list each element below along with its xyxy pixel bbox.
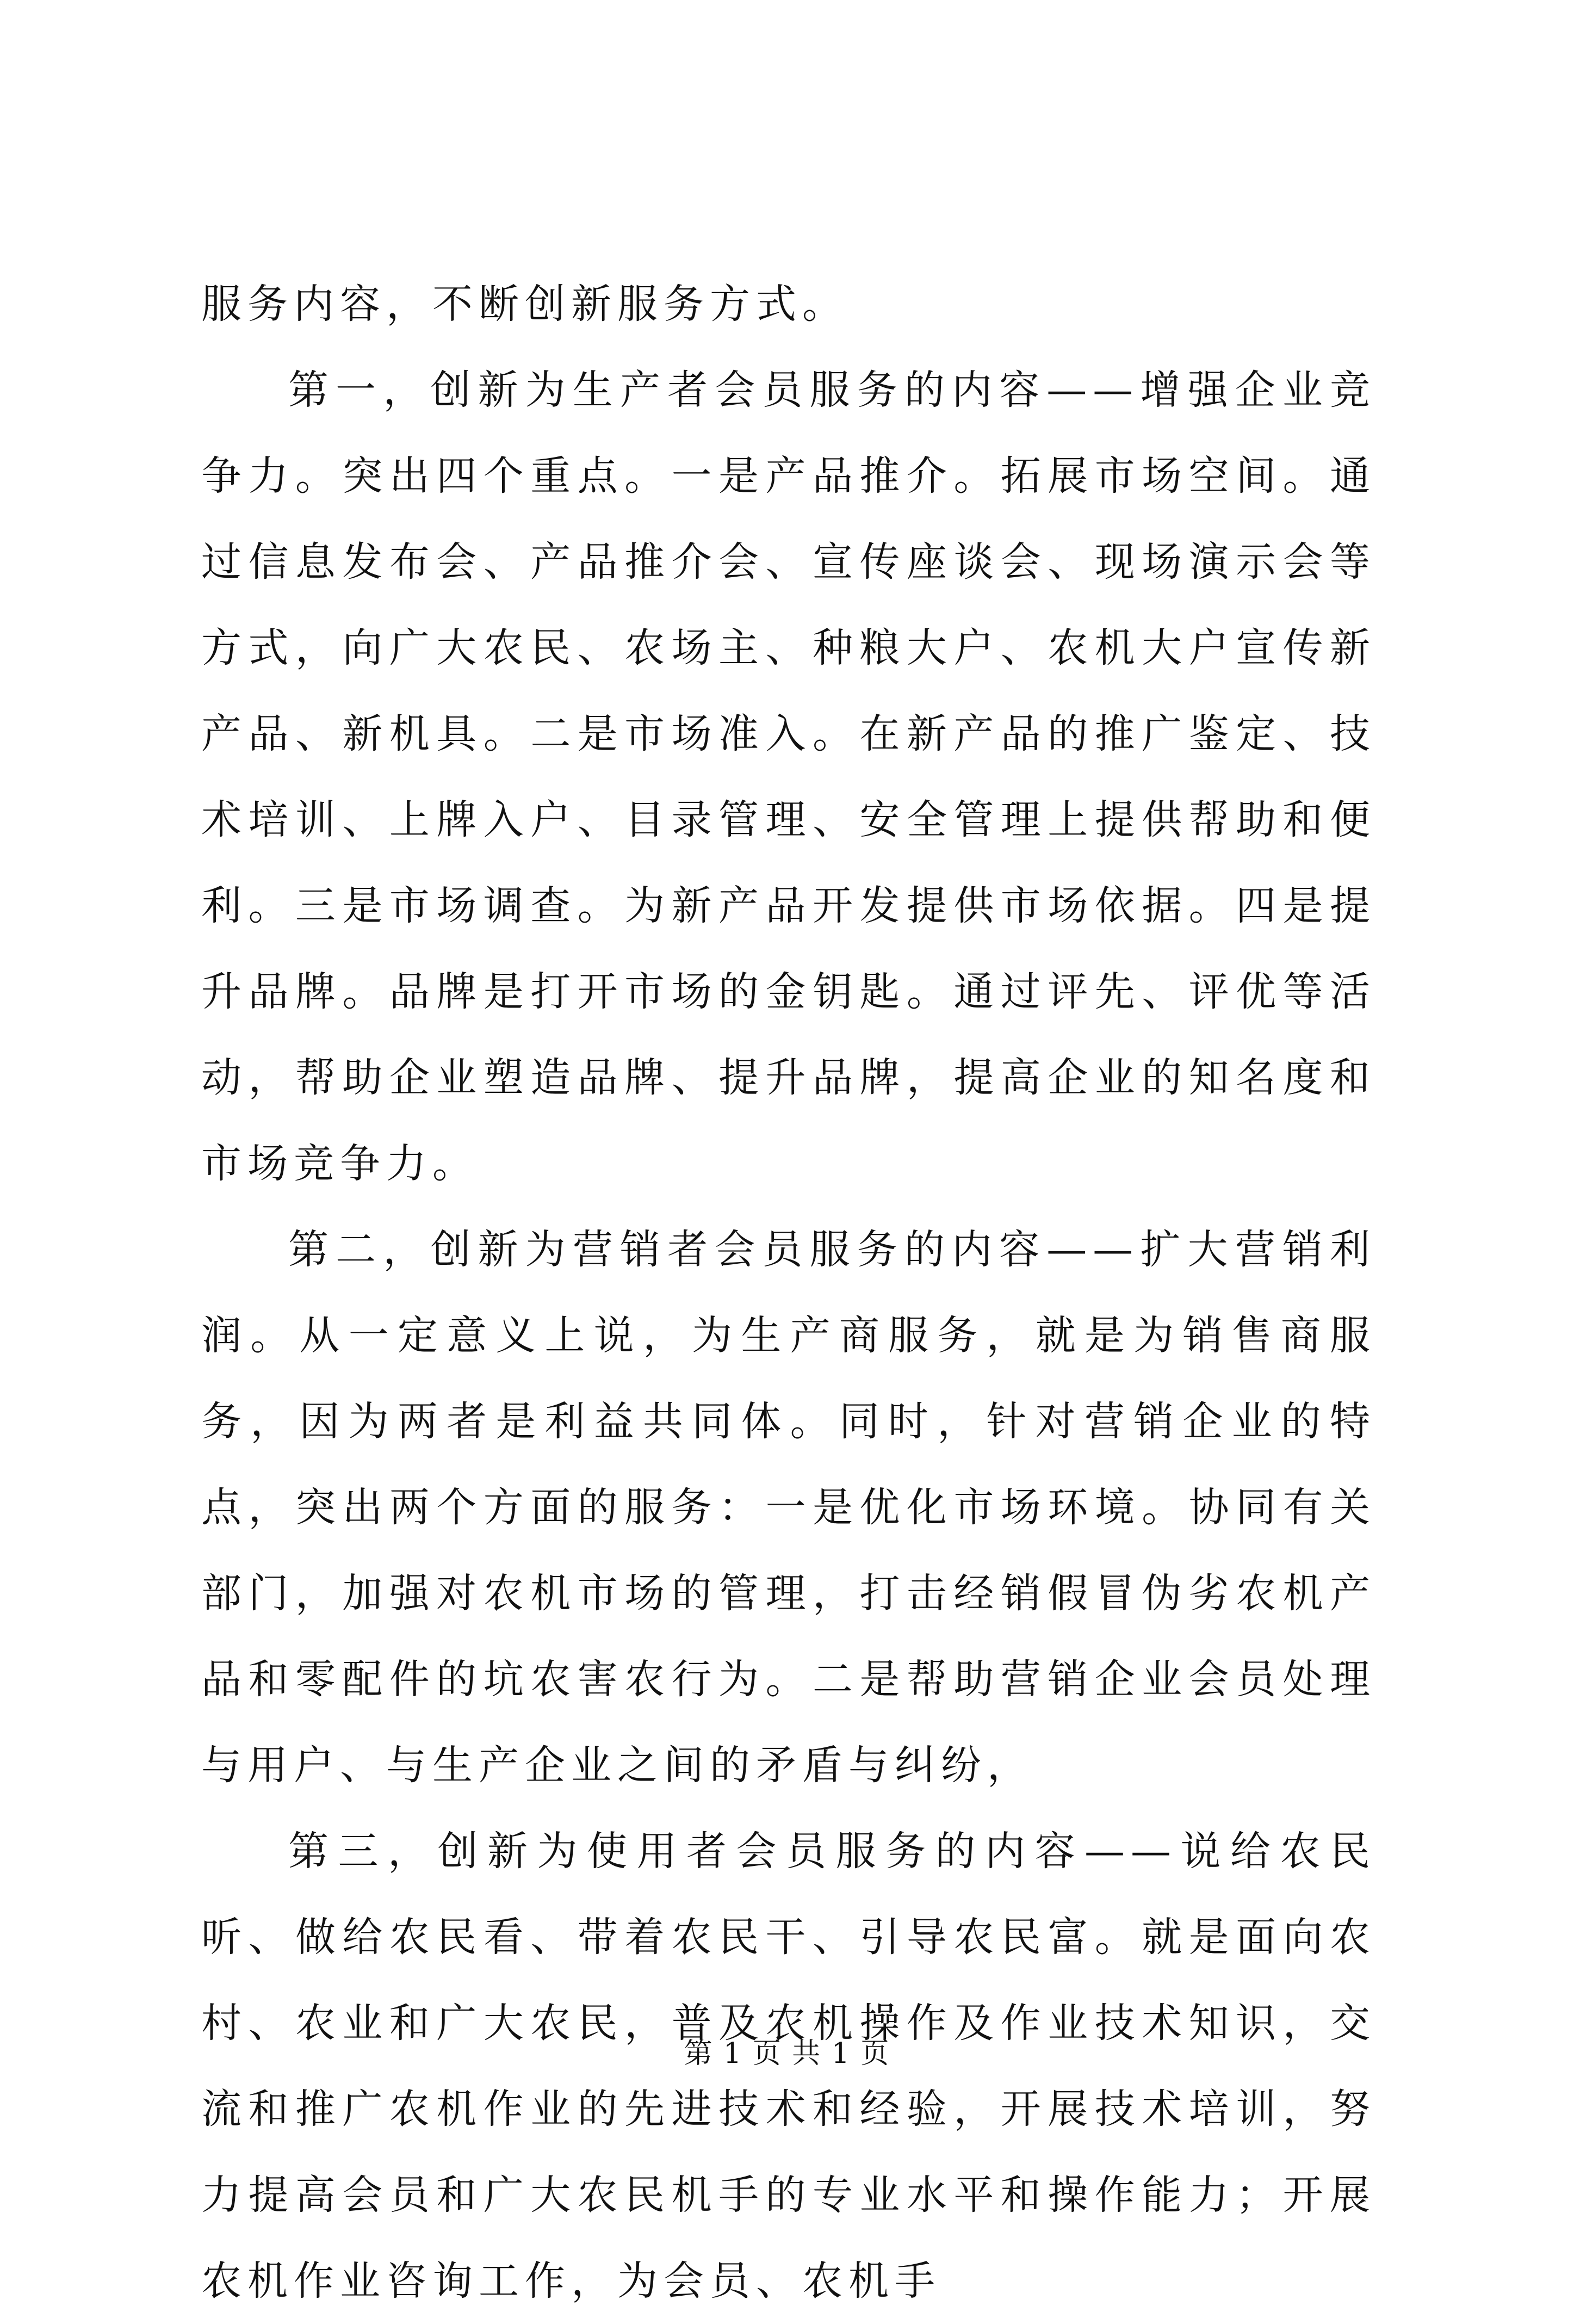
paragraph-third-point: 第三，创新为使用者会员服务的内容——说给农民听、做给农民看、带着农民干、引导农民富。就是面向农村、农业和广大农民，普及农机操作及作业技术知识，交流和推广农机作业的先进技术和经验，开展技术培训，努力提高会员和广大农民机手的专业水平和操作能力；开展农机作业咨询工作，为会员、农机手 xyxy=(201,1828,1376,2304)
paragraph-first-point: 第一，创新为生产者会员服务的内容——增强企业竞争力。突出四个重点。一是产品推介。拓展市场空间。通过信息发布会、产品推介会、宣传座谈会、现场演示会等方式，向广大农民、农场主、种粮大户、农机大户宣传新产品、新机具。二是市场准入。在新产品的推广鉴定、技术培训、上牌入户、目录管理、安全管理上提供帮助和便利。三是市场调查。为新产品开发提供市场依据。四是提升品牌。品牌是打开市场的金钥匙。通过评先、评优等活动，帮助企业塑造品牌、提升品牌，提高企业的知名度和市场竞争力。 xyxy=(201,367,1376,1187)
paragraph-continuation: 服务内容，不断创新服务方式。 xyxy=(201,281,848,327)
paragraph-second-point: 第二，创新为营销者会员服务的内容——扩大营销利润。从一定意义上说，为生产商服务，就是为销售商服务，因为两者是利益共同体。同时，针对营销企业的特点，突出两个方面的服务：一是优化市场环境。协同有关部门，加强对农机市场的管理，打击经销假冒伪劣农机产品和零配件的坑农害农行为。二是帮助营销企业会员处理与用户、与生产企业之间的矛盾与纠纷， xyxy=(201,1226,1376,1789)
document-body xyxy=(201,261,1376,2324)
page-number-footer: 第 1 页 共 1 页 xyxy=(684,2037,890,2070)
